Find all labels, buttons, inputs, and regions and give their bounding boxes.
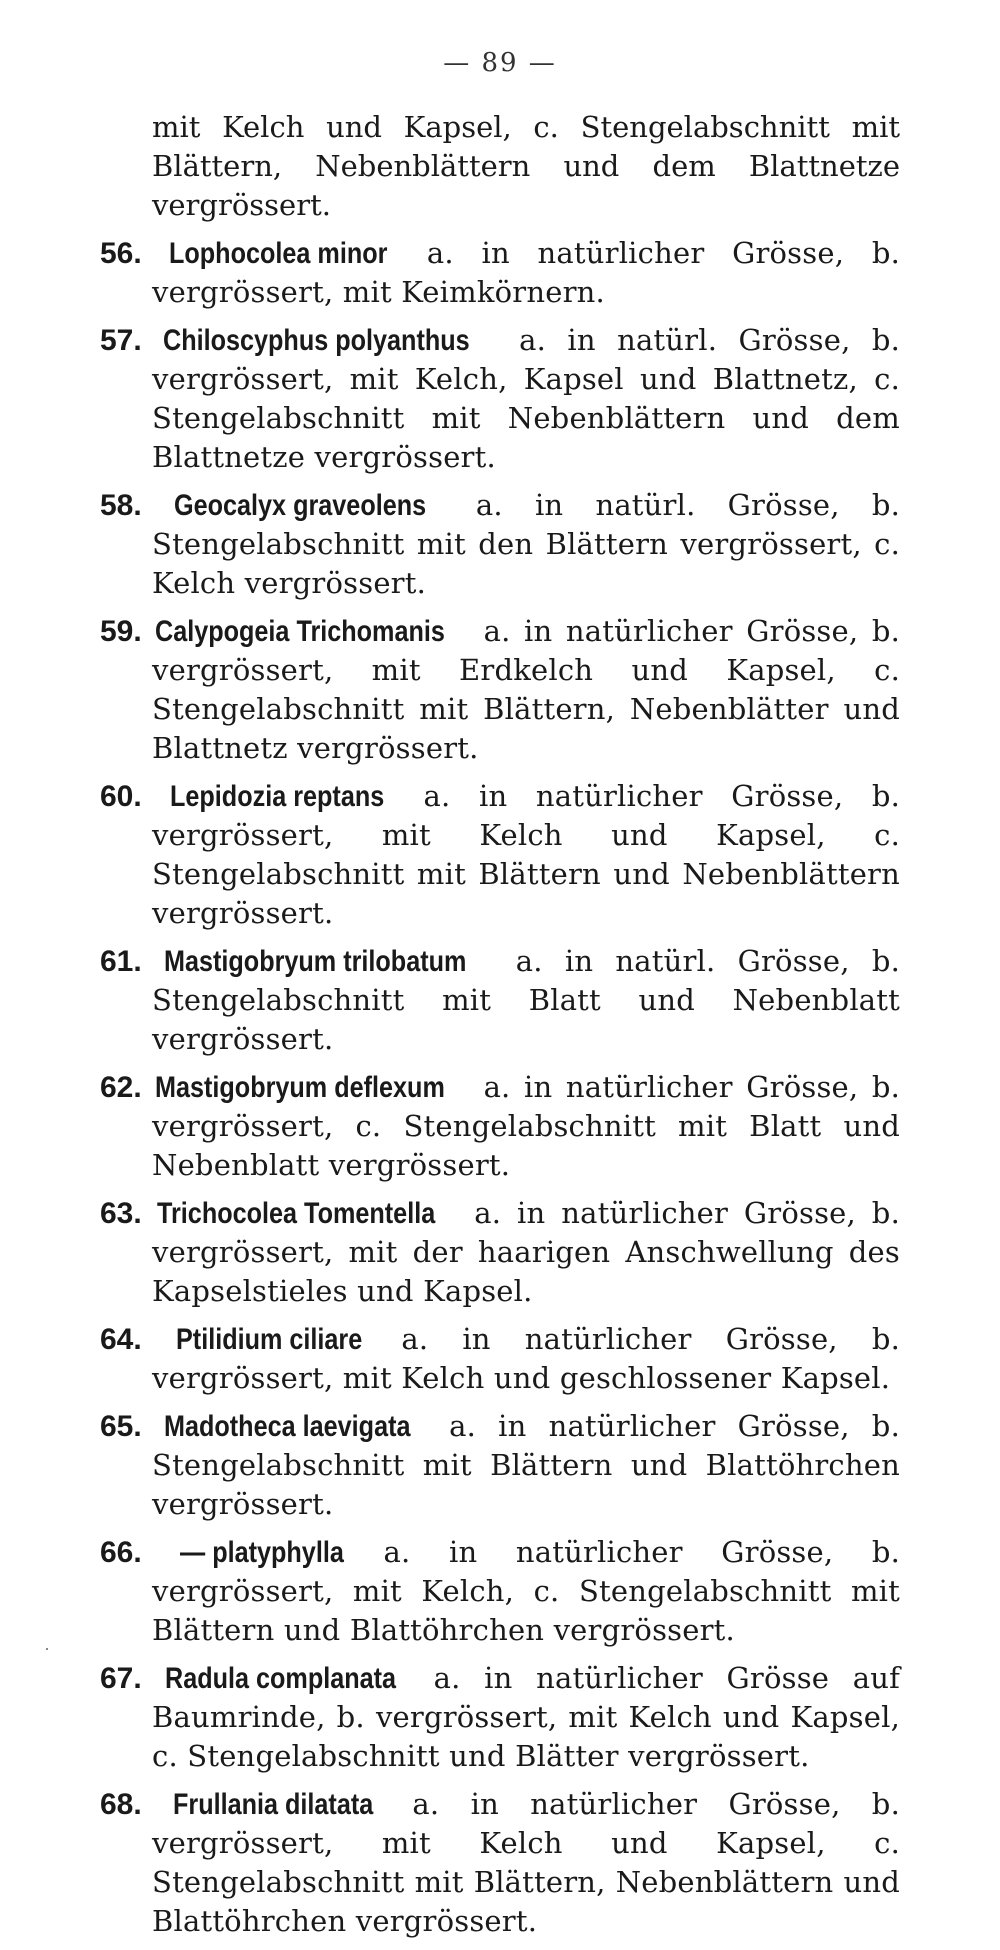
continued-entry-text: mit Kelch und Kapsel, c. Stengelabschnitt mit Blättern, Nebenblättern und dem Blattnetze vergrössert. — [152, 110, 900, 222]
legend-entry — [100, 234, 900, 312]
entry-description: a. in natürlicher Grösse, b. vergrössert, mit Kelch und Kapsel, c. Stengelabschnitt mit Blättern und Nebenblättern vergrössert. — [152, 779, 901, 930]
entry-number: 63. — [100, 1197, 142, 1230]
species-name: Mastigobryum deflexum — [155, 1071, 445, 1104]
page-number: — 89 — — [443, 48, 557, 78]
legend-entry — [100, 1659, 900, 1776]
scan-speck — [46, 1648, 48, 1650]
species-name: Frullania dilatata — [172, 1788, 374, 1821]
species-name: Lophocolea minor — [169, 237, 388, 270]
entry-description: a. in natürlicher Grösse, b. Stengelabschnitt mit Blättern und Blattöhrchen vergrössert. — [152, 1409, 900, 1521]
legend-entry — [100, 1785, 900, 1941]
entry-number: 66. — [100, 1536, 142, 1569]
legend-entry — [100, 942, 900, 1059]
legend-entry — [100, 321, 900, 477]
entry-description: a. in natürl. Grösse, b. Stengelabschnitt mit Blatt und Nebenblatt vergrössert. — [152, 944, 901, 1056]
species-name: Madotheca laevigata — [163, 1410, 411, 1443]
entry-number: 57. — [100, 324, 142, 357]
legend-entry — [100, 486, 900, 603]
entry-number: 67. — [100, 1662, 142, 1695]
entry-description: a. in natürl. Grösse, b. vergrössert, mit Kelch, Kapsel und Blattnetz, c. Stengelabschnitt mit Nebenblättern und dem Blattnetze vergrössert. — [152, 323, 901, 474]
legend-entry — [100, 612, 900, 768]
entry-number: 61. — [100, 945, 142, 978]
entry-number: 65. — [100, 1410, 142, 1443]
entry-number: 64. — [100, 1323, 142, 1356]
entry-number: 56. — [100, 237, 142, 270]
species-name: Calypogeia Trichomanis — [155, 615, 445, 648]
entry-number: 62. — [100, 1071, 142, 1104]
entry-description: a. in natürlicher Grösse, b. vergrössert, mit Kelch und Kapsel, c. Stengelabschnitt mit Blättern, Nebenblättern und Blattöhrchen vergrössert. — [152, 1787, 900, 1938]
species-name: — platyphylla — [180, 1536, 344, 1569]
legend-entry — [100, 1320, 900, 1398]
entry-description: a. in natürlicher Grösse auf Baumrinde, b. vergrössert, mit Kelch und Kapsel, c. Stengelabschnitt und Blätter vergrössert. — [152, 1661, 901, 1773]
entry-description: a. in natürlicher Grösse, b. vergrössert, mit Kelch und geschlossener Kapsel. — [152, 1322, 900, 1395]
species-name: Chiloscyphus polyanthus — [162, 324, 470, 357]
entry-number: 58. — [100, 489, 142, 522]
entry-description: a. in natürlicher Grösse, b. vergrössert, mit Keimkörnern. — [152, 236, 901, 309]
entry-description: a. in natürlicher Grösse, b. vergrössert, mit Erdkelch und Kapsel, c. Stengelabschnitt mit Blättern, Nebenblätter und Blattnetz vergrössert. — [152, 614, 900, 765]
species-name: Ptilidium ciliare — [175, 1323, 362, 1356]
legend-entry — [100, 1533, 900, 1650]
species-name: Trichocolea Tomentella — [157, 1197, 436, 1230]
entry-number: 68. — [100, 1788, 142, 1821]
species-name: Geocalyx graveolens — [173, 489, 426, 522]
entry-list — [100, 234, 900, 1941]
legend-entry — [100, 1407, 900, 1524]
entry-number: 59. — [100, 615, 142, 648]
legend-entry — [100, 777, 900, 933]
entry-description: a. in natürlicher Grösse, b. vergrössert, c. Stengelabschnitt mit Blatt und Nebenblatt vergrössert. — [152, 1070, 901, 1182]
species-name: Mastigobryum trilobatum — [163, 945, 467, 978]
species-name: Radula complanata — [165, 1662, 397, 1695]
legend-entry — [100, 1194, 900, 1311]
plate-legend-list — [100, 108, 900, 1950]
entry-description: a. in natürl. Grösse, b. Stengelabschnitt mit den Blättern vergrössert, c. Kelch vergrössert. — [152, 488, 901, 600]
entry-description: a. in natürlicher Grösse, b. vergrössert, mit der haarigen Anschwellung des Kapselstieles und Kapsel. — [152, 1196, 900, 1308]
species-name: Lepidozia reptans — [170, 780, 385, 813]
entry-number: 60. — [100, 780, 142, 813]
entry-description: a. in natürlicher Grösse, b. vergrössert, mit Kelch, c. Stengelabschnitt mit Blättern und Blattöhrchen vergrössert. — [152, 1535, 901, 1647]
legend-entry — [100, 1068, 900, 1185]
